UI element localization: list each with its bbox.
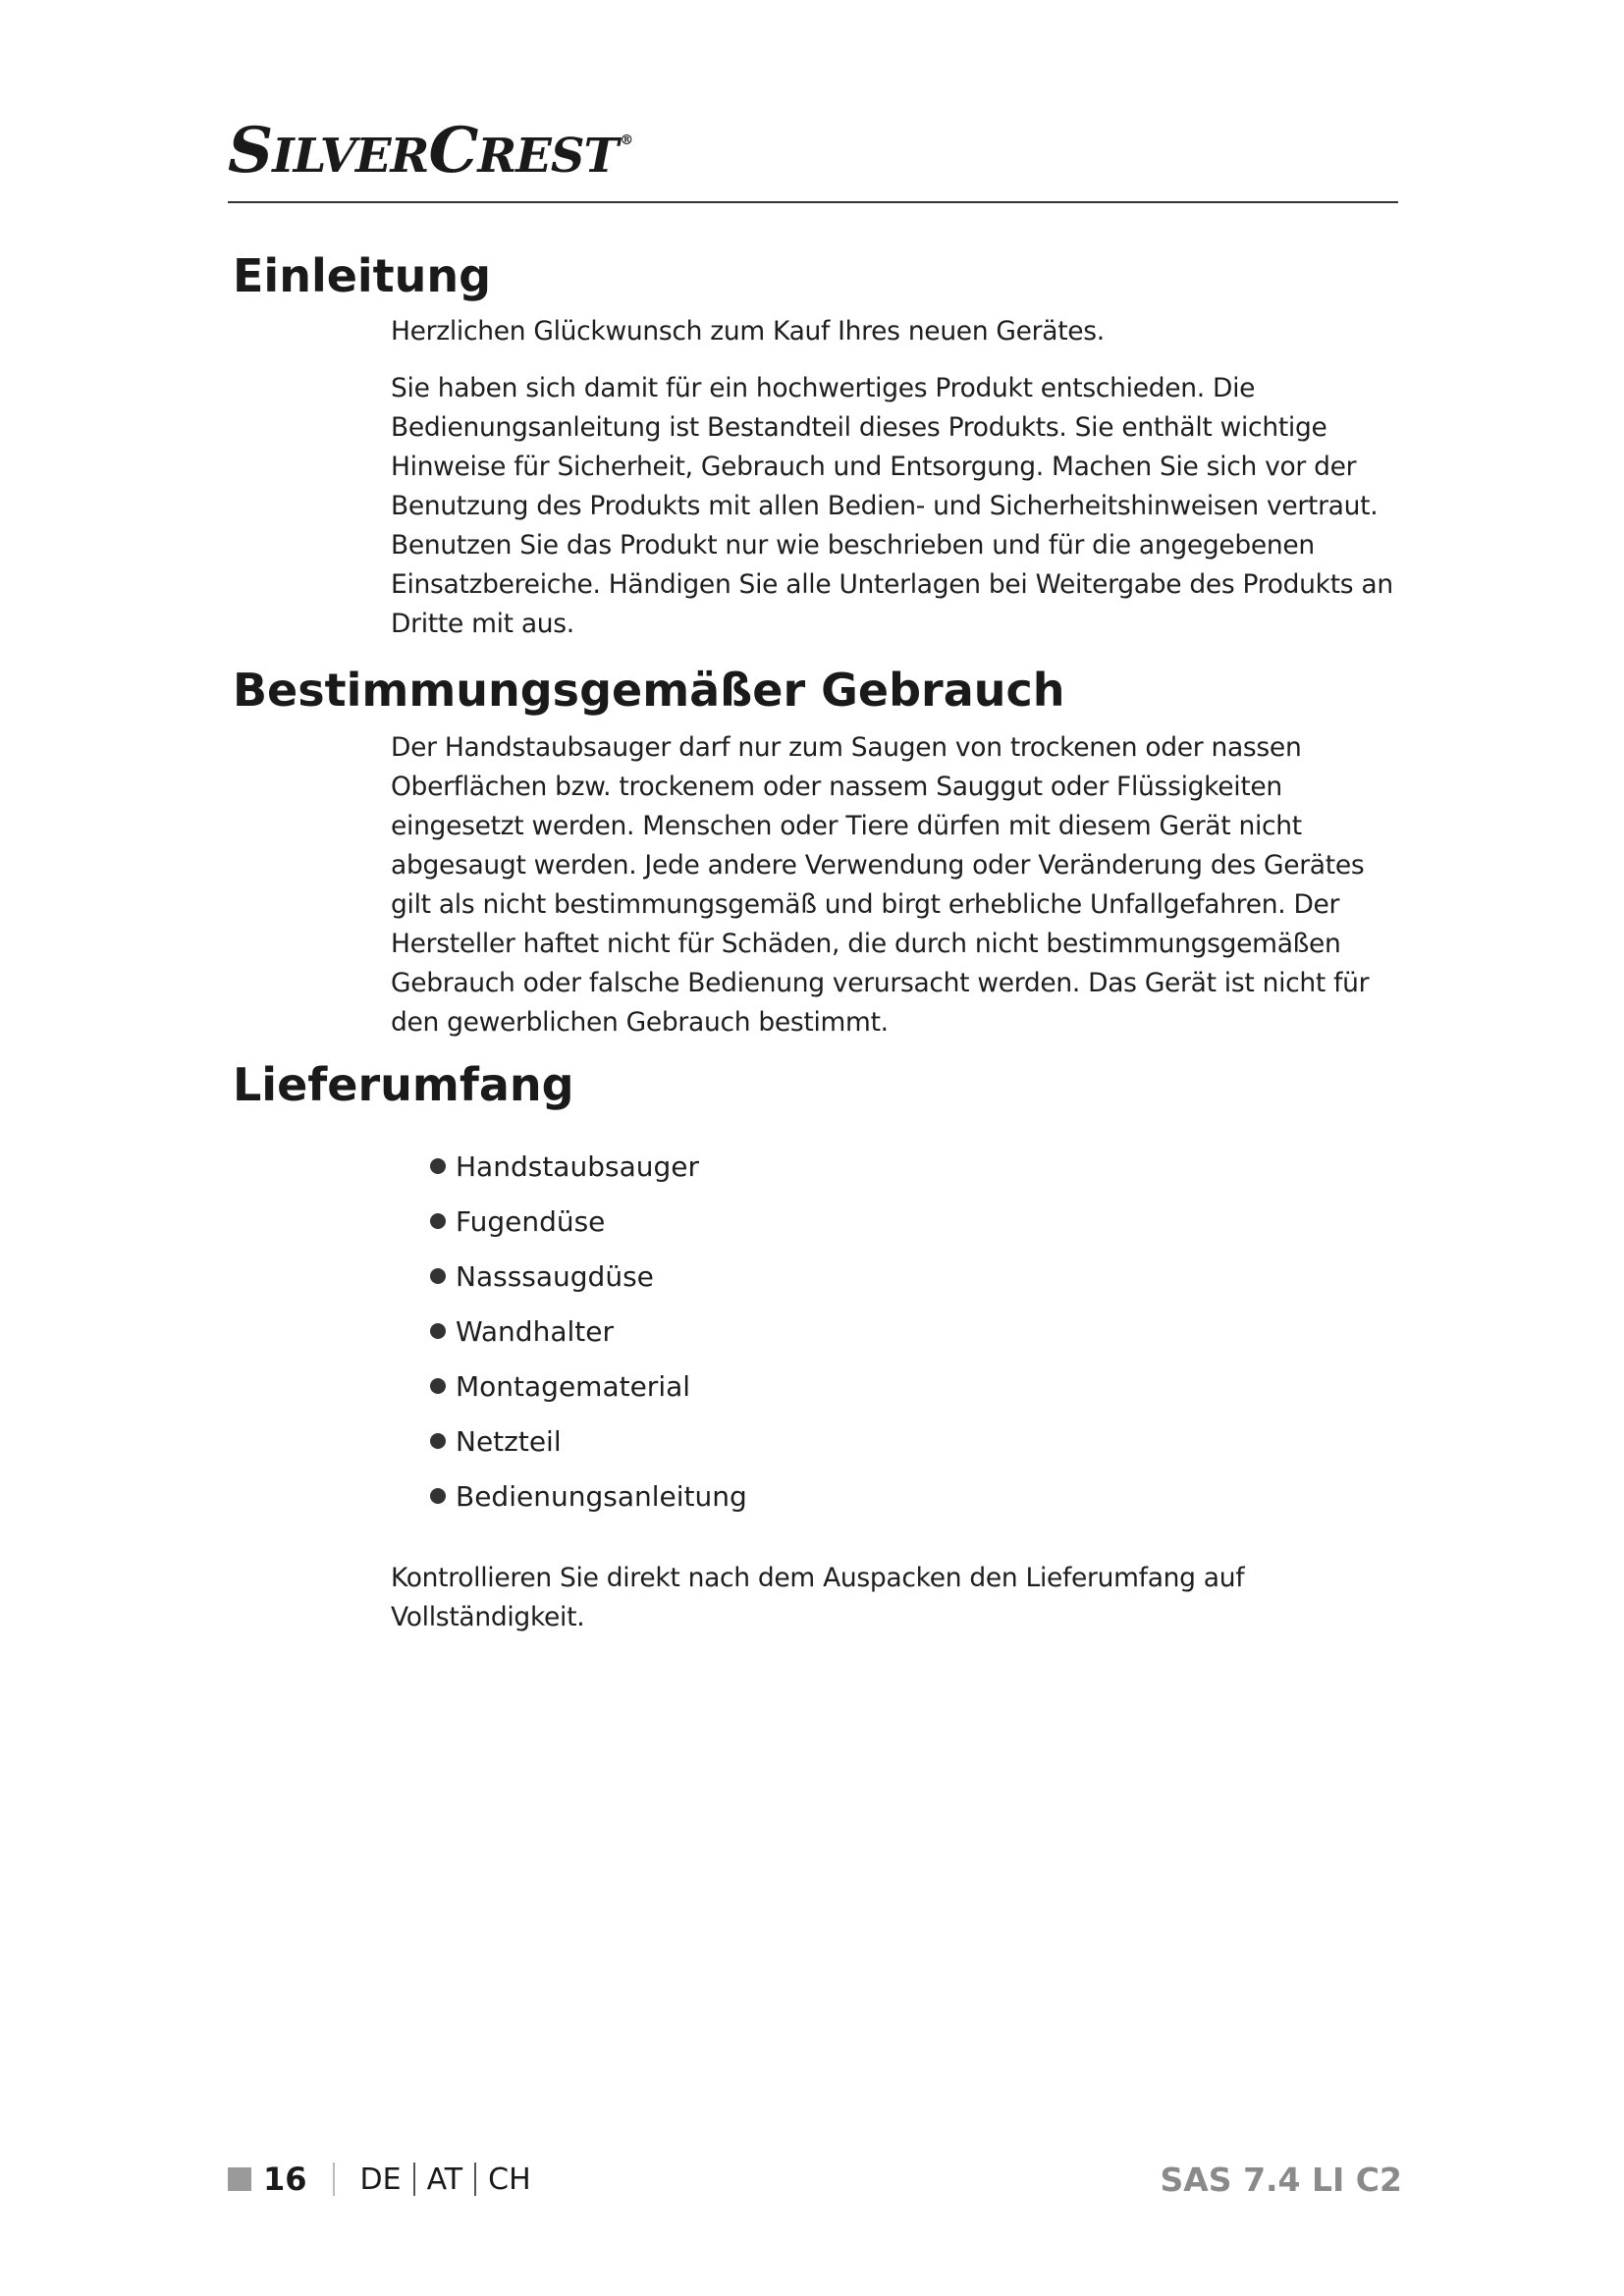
language-divider xyxy=(474,2163,476,2196)
section-title-bestimmungsgemaesser-gebrauch: Bestimmungsgemäßer Gebrauch xyxy=(233,664,1065,717)
bullet-icon xyxy=(430,1488,446,1504)
list-item-label: Wandhalter xyxy=(456,1314,614,1348)
page-number: 16 xyxy=(263,2161,307,2198)
page-footer xyxy=(228,2160,531,2199)
bullet-icon xyxy=(430,1213,446,1229)
language-divider xyxy=(413,2163,415,2196)
list-item-label: Bedienungsanleitung xyxy=(456,1479,747,1513)
square-icon xyxy=(228,2167,251,2191)
list-item-label: Fugendüse xyxy=(456,1204,606,1238)
section-title-einleitung: Einleitung xyxy=(233,249,492,302)
lieferumfang-note: Kontrollieren Sie direkt nach dem Auspacken den Lieferumfang auf Vollständigkeit. xyxy=(391,1563,1245,1632)
footer-divider xyxy=(333,2163,335,2196)
list-item-label: Montagematerial xyxy=(456,1369,691,1403)
bullet-icon xyxy=(430,1433,446,1449)
list-item xyxy=(430,1304,747,1359)
list-item xyxy=(430,1139,747,1194)
section-title-lieferumfang: Lieferumfang xyxy=(233,1058,574,1111)
einleitung-paragraph-1: Herzlichen Glückwunsch zum Kauf Ihres neuen Gerätes. xyxy=(391,316,1105,347)
einleitung-paragraph-2: Sie haben sich damit für ein hochwertiges Produkt entschieden. Die Bedienungsanleitung ist Bestandteil dieses Produkts. Sie enthält wichtige Hinweise für Sicherheit, Gebrauch und Entsorgung. Machen Sie sich vor der Benutzung des Produkts mit allen Bedien- und Sicherheitshinweisen vertraut. Benutzen Sie das Produkt nur wie beschrieben und für die angegebenen Einsatzbereiche. Händigen Sie alle Unterlagen bei Weitergabe des Produkts an Dritte mit aus. xyxy=(391,373,1393,639)
language-at: AT xyxy=(426,2162,463,2197)
bullet-icon xyxy=(430,1268,446,1284)
list-item-label: Netzteil xyxy=(456,1424,562,1458)
gebrauch-paragraph: Der Handstaubsauger darf nur zum Saugen von trockenen oder nassen Oberflächen bzw. trockenem oder nassem Sauggut oder Flüssigkeiten eingesetzt werden. Menschen oder Tiere dürfen mit diesem Gerät nicht abgesaugt werden. Jede andere Verwendung oder Veränderung des Gerätes gilt als nicht bestimmungsgemäß und birgt erhebliche Unfallgefahren. Der Hersteller haftet nicht für Schäden, die durch nicht bestimmungsgemäßen Gebrauch oder falsche Bedienung verursacht werden. Das Gerät ist nicht für den gewerblichen Gebrauch bestimmt. xyxy=(391,732,1370,1038)
list-item xyxy=(430,1414,747,1468)
list-item xyxy=(430,1194,747,1249)
list-item-label: Nasssaugdüse xyxy=(456,1259,654,1293)
list-item xyxy=(430,1249,747,1304)
model-number: SAS 7.4 LI C2 xyxy=(1160,2160,1402,2199)
language-de: DE xyxy=(359,2162,402,2197)
logo-letter-s: S xyxy=(228,114,273,187)
registered-mark: ® xyxy=(620,133,633,148)
logo-rest: REST xyxy=(477,129,619,184)
bullet-icon xyxy=(430,1323,446,1339)
list-item-label: Handstaubsauger xyxy=(456,1149,699,1183)
silvercrest-logo xyxy=(228,114,633,187)
list-item xyxy=(430,1468,747,1523)
logo-letter-c: C xyxy=(428,114,478,187)
header-divider xyxy=(228,201,1398,203)
language-ch: CH xyxy=(488,2162,531,2197)
bullet-icon xyxy=(430,1378,446,1394)
lieferumfang-list xyxy=(430,1139,747,1523)
bullet-icon xyxy=(430,1158,446,1174)
logo-ilver: ILVER xyxy=(272,129,429,184)
list-item xyxy=(430,1359,747,1414)
